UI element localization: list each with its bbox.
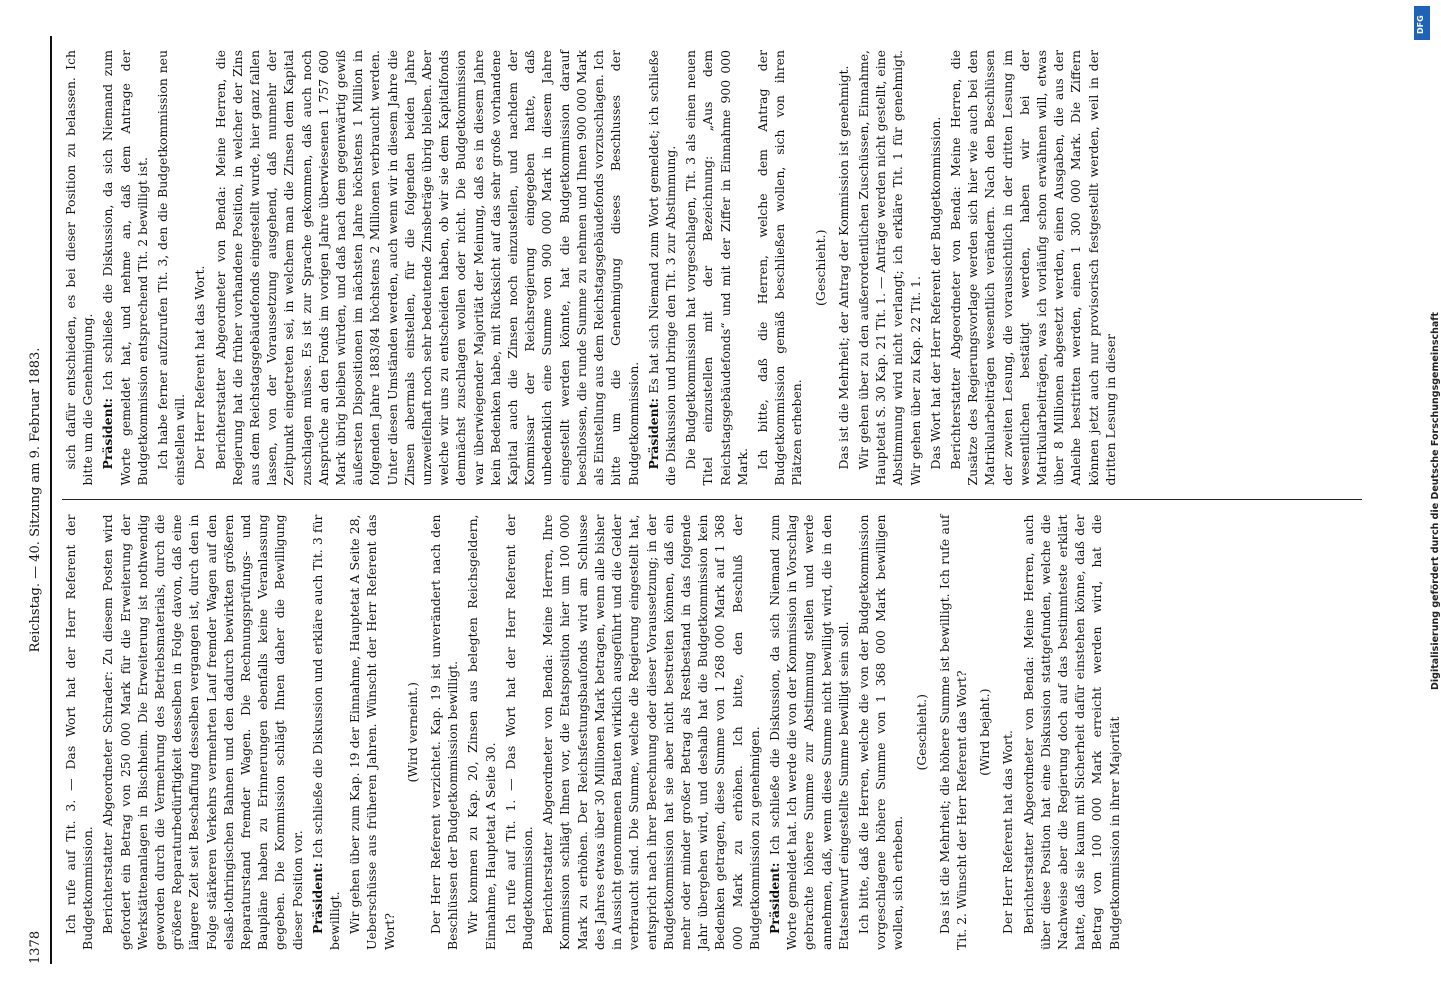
paragraph-text: (Geschieht.) <box>913 694 929 771</box>
paragraph-text: Das ist die Mehrheit; die höhere Summe ist bewilligt. Ich rufe auf Tit. 2. Wünscht der Herr Referent das Wort? <box>936 514 969 950</box>
paragraph-text: Ich schließe die Diskussion, da sich Niemand zum Worte gemeldet hat, und nehme an, daß dem Antrage der Budgetkommission entsprechend Tit. 2 bewilligt ist. <box>100 50 150 486</box>
paragraph-text: Ich bitte, daß die Herren, welche die von der Budgetkommission vorgeschlagene höhere Summe von 1 368 000 Mark bewilligen wollen, sich erheben. <box>855 514 906 950</box>
paragraph-text: Es hat sich Niemand zum Wort gemeldet; ich schließe die Diskussion und bringe den Tit. 3 zur Abstimmung. <box>645 50 678 486</box>
paragraph-text: (Wird verneint.) <box>404 682 420 783</box>
text-column-right <box>62 36 1362 501</box>
paragraph <box>682 50 751 486</box>
paragraph-text: Das Wort hat der Herr Referent der Budgetkommission. <box>927 116 943 470</box>
paragraph <box>1020 515 1123 951</box>
paragraph <box>99 50 151 486</box>
running-title: Reichstag. — 40. Sitzung am 9. Februar 1883. <box>28 347 43 653</box>
speaker-label: Präsident: <box>100 398 116 470</box>
paragraph <box>502 515 536 951</box>
paragraph <box>464 515 498 951</box>
paragraph-text: Ich bitte, daß die Herren, welche dem Antrag der Budgetkommission gemäß beschließen wollen, sich von ihren Plätzen erheben. <box>754 50 805 486</box>
page-header <box>28 36 52 964</box>
paragraph-text: Wir gehen über zu den außerordentlichen Zuschüssen, Einnahme, Hauptetat S. 30 Kap. 21 Tit. 1. — Anträge werden nicht gestellt, eine Abstimmung wird nicht verlangt; ich erkläre Tit. 1 für genehmigt. Wir gehen über zu Kap. 22 Tit. 1. <box>855 50 923 486</box>
speaker-label: Präsident: <box>766 862 782 934</box>
paragraph <box>404 515 421 951</box>
paragraph <box>309 515 343 951</box>
paragraph-text: Berichterstatter Abgeordneter von Benda: Meine Herren, Ihre Kommission schlägt Ihnen vor, die Etatsposition hier um 100 000 Mark zu erhöhen. Der Reichsfestungsbaufonds wird am Schlusse des Jahres etwas über 30 Millionen Mark betragen, wenn alle bisher in Aussicht genommenen Bauten wirklich ausgeführt und die Gelder verbraucht sind. Die Summe, welche die Regierung eingestellt hat, entspricht nach ihrer Berechnung oder dieser Voraussetzung; in der Budgetkommission hat sie aber nicht bestreiten können, daß ein mehr oder minder großer Betrag als Restbestand in das folgende Jahr übergehen wird, und deshalb hat die Budgetkommission kein Bedenken getragen, diese Summe von 1 268 000 Mark auf 1 368 000 Mark zu erhöhen. Ich bitte, den Beschluß der Budgetkommission zu genehmigen. <box>540 514 762 950</box>
paragraph <box>754 50 806 486</box>
paragraph <box>191 50 208 486</box>
paragraph-text: (Geschieht.) <box>812 229 828 306</box>
paragraph <box>855 515 907 951</box>
paragraph <box>645 50 679 486</box>
paragraph <box>976 515 993 951</box>
paragraph <box>812 50 829 486</box>
dfg-logo-text: DFG <box>1416 15 1425 34</box>
paragraph-text: Der Herr Referent hat das Wort. <box>192 265 208 470</box>
paragraph-text: Die Budgetkommission hat vorgeschlagen, Tit. 3 als einen neuen Titel einzustellen mit der Bezeichnung: „Aus dem Reichstagsgebäudefonds“ und mit der Ziffer in Einnahme 900 000 Mark. <box>683 50 750 486</box>
paragraph-text: Berichterstatter Abgeordneter von Benda: Meine Herren, auch über diese Position hat eine Diskussion stattgefunden, welche die Nachweise aber die Regierung doch auf das bestimmteste erklärt hatte, daß sie kaum mit Sicherheit dafür einstehen könne, daß der Betrag von 100 000 Mark erreicht werden wird, hat die Budgetkommission in ihrer Majorität <box>1020 514 1122 950</box>
paragraph <box>947 50 1119 486</box>
paragraph-text: Ich schließe die Diskussion, da sich Niemand zum Worte gemeldet hat. Ich werde die von der Kommission in Vorschlag gebrachte höhere Summe zur Abstimmung stellen und werde annehmen, daß, wenn diese Summe nicht bewilligt wird, die in den Etatsentwurf eingestellte Summe bewilligt sein soll. <box>766 514 851 950</box>
page-number: 1378 <box>28 930 43 964</box>
paragraph <box>766 515 852 951</box>
paragraph-text: Berichterstatter Abgeordneter Schrader: Zu diesem Posten wird gefordert ein Betrag von 250 000 Mark für die Erweiterung der Werkstättenanlagen in Bischheim. Die Erweiterung ist nothwendig geworden durch die Vermehrung des Betriebsmaterials, durch die größere Reparaturbedürftigkeit desselben in Folge davon, daß eine längere Zeit seit Beschaffung desselben vergangen ist, durch den in Folge stärkeren Verkehrs vermehrten Lauf fremder Wagen auf den elsaß-lothringischen Bahnen und den dadurch bewirkten größeren Reparaturstand fremder Wagen. Die Rechnungsprüfungs- und Baupläne haben zu Erinnerungen ebenfalls keine Veranlassung gegeben. Die Kommission schlägt Ihnen daher die Bewilligung dieser Position vor. <box>100 514 305 950</box>
paragraph-text: (Wird bejaht.) <box>977 688 993 776</box>
paragraph-text: Berichterstatter Abgeordneter von Benda: Meine Herren, die Regierung hat die früher vorhandene Position, in welcher der Zins aus dem Reichstagsgebäudefonds eingestellt wurde, hier ganz fallen lassen, von der Voraussetzung ausgehend, daß nunmehr der Zeitpunkt eingetreten sei, in welchem man die Zinsen dem Kapital zuschlagen müsse. Es ist zur Sprache gekommen, daß auch noch Ansprüche an den Fonds im vorigen Jahre überwiesenen 1 757 600 Mark übrig bleiben würden, und daß nach dem gegenwärtig gewiß äußersten Dispositionen im nächsten Jahre höchstens 1 Million in folgenden Jahre 1883/84 höchstens 2 Millionen verbraucht werden. Unter diesen Umständen werden, auch wenn wir in diesem Jahre die Zinsen abermals einstellen, für die folgenden beiden Jahre unzweifelhaft noch sehr bedeutende Zinsbeträge übrig bleiben. Aber welche wir uns zu entscheiden haben, ob wir sie dem Kapitalfonds demnächst zuschlagen wollen oder nicht. Die Budgetkommission war überwiegender Majorität der Meinung, daß es in diesem Jahre kein Bedenken habe, mit Rücksicht auf das sehr große vorhandene Kapital auch die Zinsen noch einzustellen, und nachdem der Kommissar der Reichsregierung eingegeben hatte, daß unbedenklich eine Summe von 900 000 Mark in diesem Jahre eingestellt werden könnte, hat die Budgetkommission darauf beschlossen, die runde Summe zu nehmen und Ihnen 900 000 Mark als Einstellung aus dem Reichstagsgebäudefonds vorzuschlagen. Ich bitte um die Genehmigung dieses Beschlusses der Budgetkommission. <box>212 50 641 486</box>
dfg-logo <box>1414 6 1430 40</box>
paragraph <box>835 50 852 486</box>
paragraph-text: Der Herr Referent hat das Wort. <box>1000 730 1016 934</box>
paragraph <box>62 50 96 486</box>
paragraph-text: Wir gehen über zum Kap. 19 der Einnahme, Hauptetat A Seite 28, Ueberschüsse aus früheren Jahren. Wünscht der Herr Referent das Wort? <box>347 514 397 950</box>
speaker-label: Präsident: <box>645 398 661 470</box>
paragraph <box>427 515 461 951</box>
paragraph-text: Der Herr Referent verzichtet. Kap. 19 ist unverändert nach den Beschlüssen der Budgetkommission bewilligt. <box>428 514 461 950</box>
paragraph <box>154 50 188 486</box>
paragraph <box>936 515 970 951</box>
paragraph-text: Berichterstatter Abgeordneter von Benda: Meine Herren, die Zusätze des Regierungsvorlage werden sich hier wie auch bei den Matrikularbeiträgen wesentlich verändern. Nach den Beschlüssen der zweiten Lesung, die voraussichtlich in der dritten Lesung im wesentlichen bestätigt werden, haben wir bei der Matrikularbeiträgen, was ich vorläufig schon erwähnen will, etwas über 8 Millionen abgesetzt werden, einen Ausgaben, die aus der Anleihe bestritten werden, einen 1 300 000 Mark. Die Ziffern können jetzt auch nur provisorisch festgestellt werden, weil in der dritten Lesung in dieser <box>947 50 1118 486</box>
paragraph-text: Ich rufe auf Tit. 3. — Das Wort hat der Herr Referent der Budgetkommission. <box>63 514 96 950</box>
text-columns <box>62 36 1362 964</box>
digitization-note: Digitalisierung gefördert durch die Deutsche Forschungsgemeinschaft <box>1430 312 1441 690</box>
paragraph <box>212 50 642 486</box>
paragraph-text: Wir kommen zu Kap. 20, Zinsen aus belegten Reichsgeldern, Einnahme, Hauptetat A Seite 30. <box>465 514 498 950</box>
speaker-label: Präsident: <box>309 862 325 934</box>
paragraph <box>346 515 398 951</box>
paragraph <box>539 515 763 951</box>
paragraph <box>62 515 96 951</box>
paragraph-text: Ich schließe die Diskussion und erkläre auch Tit. 3 für bewilligt. <box>309 514 343 950</box>
paragraph <box>99 515 305 951</box>
paragraph <box>855 50 924 486</box>
paragraph-text: Das ist die Mehrheit; der Antrag der Kommission ist genehmigt. <box>835 65 851 470</box>
paragraph-text: sich dafür entschieden, es bei dieser Position zu belassen. Ich bitte um die Genehmigung. <box>63 50 96 486</box>
text-column-left <box>62 501 1362 965</box>
digitization-strip <box>1410 0 1441 1000</box>
paragraph <box>927 50 944 486</box>
paragraph-text: Ich habe ferner aufzurufen Tit. 3, den die Budgetkommission neu einstellen will. <box>155 50 188 486</box>
paragraph <box>999 515 1016 951</box>
paragraph-text: Ich rufe auf Tit. 1. — Das Wort hat der Herr Referent der Budgetkommission. <box>502 514 536 950</box>
paragraph <box>913 515 930 951</box>
